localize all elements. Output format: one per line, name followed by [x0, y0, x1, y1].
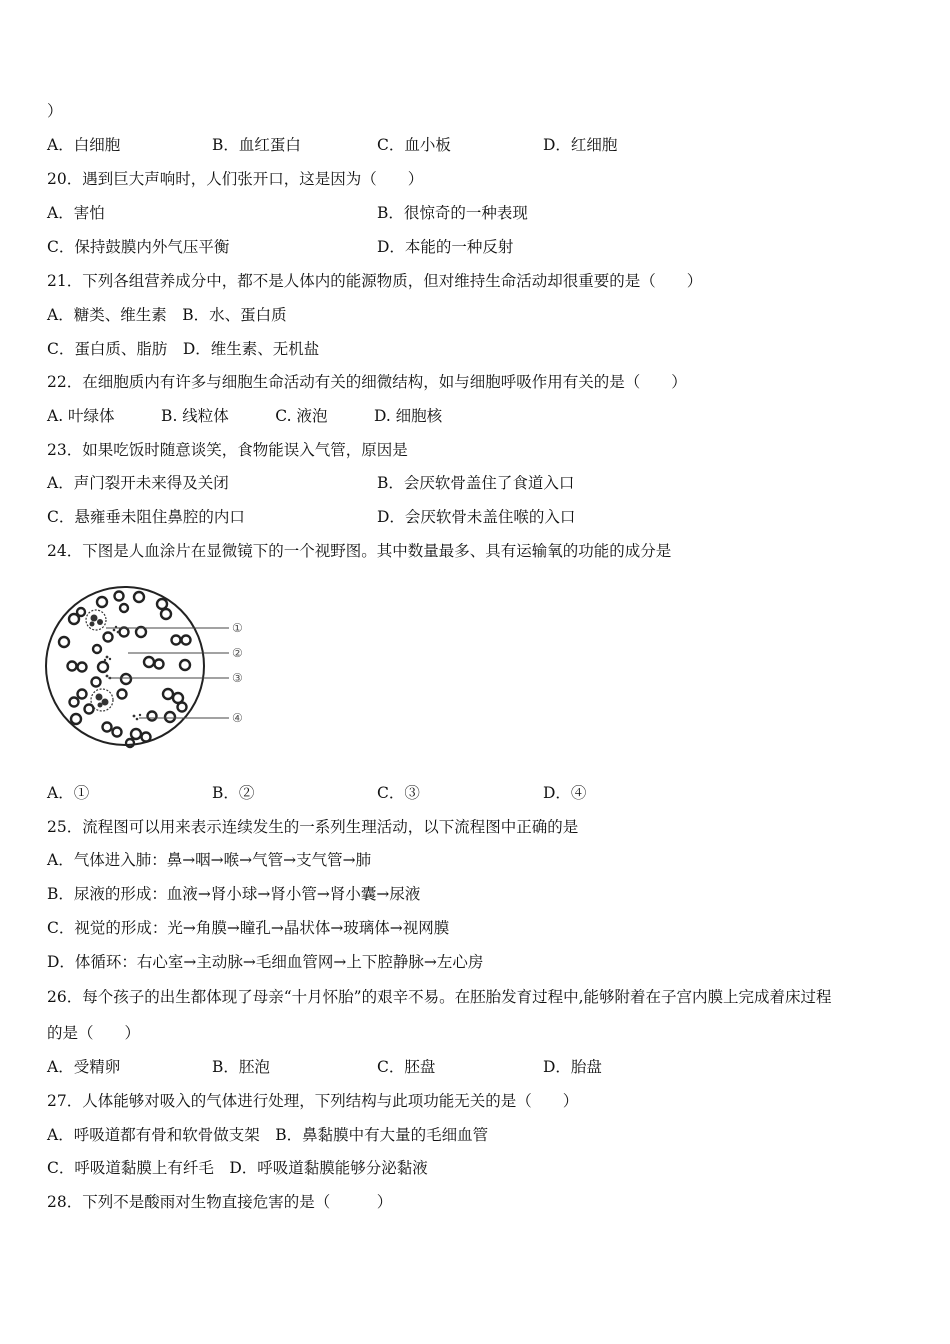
blood-smear-drawing: [44, 582, 254, 754]
q27-options-row2: C．呼吸道黏膜上有纤毛 D．呼吸道黏膜能够分泌黏液: [47, 1159, 428, 1177]
q28-stem: 28．下列不是酸雨对生物直接危害的是（ ）: [47, 1193, 393, 1211]
q20-stem: 20．遇到巨大声响时，人们张开口，这是因为（ ）: [47, 170, 424, 188]
q21-options-row2: C．蛋白质、脂肪 D．维生素、无机盐: [47, 340, 320, 358]
figure-label-3: ③: [232, 671, 243, 685]
q26-option-d: D．胎盘: [543, 1058, 602, 1076]
q19-option-d: D．红细胞: [543, 136, 618, 154]
figure-label-4: ④: [232, 711, 243, 725]
q26-option-b: B．胚泡: [212, 1058, 270, 1076]
figure-label-2: ②: [232, 646, 243, 660]
q21-options-row1: A．糖类、维生素 B．水、蛋白质: [47, 306, 287, 324]
q25-option-a: A．气体进入肺：鼻→咽→喉→气管→支气管→肺: [47, 851, 372, 869]
q23-stem: 23．如果吃饭时随意谈笑，食物能误入气管，原因是: [47, 441, 408, 459]
q26-option-a: A．受精卵: [47, 1058, 121, 1076]
q22-stem: 22．在细胞质内有许多与细胞生命活动有关的细微结构，如与细胞呼吸作用有关的是（ ）: [47, 373, 687, 391]
figure-label-1: ①: [232, 621, 243, 635]
q23-option-d: D．会厌软骨未盖住喉的入口: [377, 508, 576, 526]
q26-stem-line2: 的是（ ）: [47, 1024, 141, 1042]
q20-option-a: A．害怕: [47, 204, 105, 222]
q20-option-b: B．很惊奇的一种表现: [377, 204, 528, 222]
q19-option-c: C．血小板: [377, 136, 451, 154]
q25-option-c: C．视觉的形成：光→角膜→瞳孔→晶状体→玻璃体→视网膜: [47, 919, 450, 937]
q25-option-b: B．尿液的形成：血液→肾小球→肾小管→肾小囊→尿液: [47, 885, 421, 903]
q27-stem: 27．人体能够对吸入的气体进行处理，下列结构与此项功能无关的是（ ）: [47, 1092, 579, 1110]
q19-option-a: A．白细胞: [47, 136, 121, 154]
q22-options-row: A. 叶绿体 B. 线粒体 C. 液泡 D. 细胞核: [47, 407, 443, 425]
q23-option-b: B．会厌软骨盖住了食道入口: [377, 474, 575, 492]
q19-stem-tail: ）: [47, 102, 63, 120]
q26-option-c: C．胚盘: [377, 1058, 436, 1076]
q27-options-row1: A．呼吸道都有骨和软骨做支架 B．鼻黏膜中有大量的毛细血管: [47, 1126, 489, 1144]
q23-option-c: C．悬雍垂未阻住鼻腔的内口: [47, 508, 245, 526]
blood-smear-figure: [44, 582, 254, 754]
q24-option-d: D．④: [543, 784, 587, 802]
q25-stem: 25．流程图可以用来表示连续发生的一系列生理活动，以下流程图中正确的是: [47, 818, 579, 836]
q20-option-d: D．本能的一种反射: [377, 238, 514, 256]
q24-option-a: A．①: [47, 784, 90, 802]
q23-option-a: A．声门裂开未来得及关闭: [47, 474, 229, 492]
q24-stem: 24．下图是人血涂片在显微镜下的一个视野图。其中数量最多、具有运输氧的功能的成分是: [47, 542, 672, 560]
q20-option-c: C．保持鼓膜内外气压平衡: [47, 238, 230, 256]
q21-stem: 21．下列各组营养成分中，都不是人体内的能源物质，但对维持生命活动却很重要的是（ ）: [47, 272, 703, 290]
q24-option-b: B．②: [212, 784, 255, 802]
q19-option-b: B．血红蛋白: [212, 136, 301, 154]
q24-option-c: C．③: [377, 784, 420, 802]
q26-stem-line1: 26．每个孩子的出生都体现了母亲“十月怀胎”的艰辛不易。在胚胎发育过程中,能够附着在子宫内膜上完成着床过程: [47, 988, 832, 1006]
q25-option-d: D．体循环：右心室→主动脉→毛细血管网→上下腔静脉→左心房: [47, 953, 484, 971]
